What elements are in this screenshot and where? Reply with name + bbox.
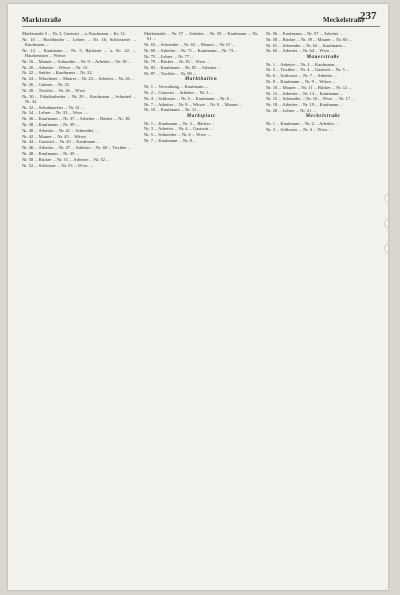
address-entry: Nr. 87 ... Tischler ... Nr. 89 ... bbox=[144, 70, 197, 76]
address-entry: Marktstraße 5 ... Nr. 3, Gastwirt ... u. Kaufmann ... Kr. 12. bbox=[22, 31, 126, 36]
address-entry: Nr. 52 ... Schlosser ... Nr. 53 ... Wwe. ... bbox=[22, 162, 93, 168]
address-entry: Nr. 10 ... Maurer ... Nr. 11 ... Bäcker ... Nr. 12 ... bbox=[266, 84, 352, 90]
right-running-head: Meckelstraße bbox=[323, 16, 365, 24]
address-entry: Nr. 14 ... Kaufmann ... Nr. 5, Bäckerei ... u. Kr. 22, ... Hausbesitzer ... Witwe. bbox=[22, 47, 136, 58]
address-entry: Nr. 15 ... Schneider ... Nr. 16 ... Wwe. ... Nr. 17 ... bbox=[266, 96, 355, 102]
street-section-heading: Markthallen bbox=[184, 77, 218, 83]
address-entry: Nr. 5 ... Schneider ... Nr. 6 ... Wwe. ... bbox=[144, 132, 212, 138]
address-entry: Nr. 61 ... Schneider ... Nr. 62 ... Kaufmann ... bbox=[266, 42, 347, 48]
address-entry: Nr. 10 ... Buchbinder ... Lehrer ... Nr. 16, Schlosserei ... Kaufmann ... bbox=[22, 36, 136, 47]
address-entry: Nr. 3 ... Tischler ... Nr. 4 ... Gastwirt ... Nr. 5 ... bbox=[266, 67, 350, 73]
address-entry: Nr. 20 ... Arbeiter ... Witwe ... Nr. 15. bbox=[22, 64, 89, 70]
binder-hole bbox=[384, 244, 388, 253]
address-entry: Nr. 63 ... Arbeiter ... Nr. 64 ... Wwe. ... bbox=[266, 48, 335, 54]
address-entry: Nr. 10 ... Kaufmann ... Nr. 11 ... bbox=[144, 107, 201, 113]
address-entry: Nr. 1 ... Arbeiter ... Nr. 2 ... Kaufmann ... bbox=[266, 61, 339, 67]
address-entry: Nr. 7 ... Kaufmann ... Nr. 8 ... bbox=[144, 137, 197, 143]
address-entry: Nr. 4 ... Schlosser ... Nr. 5 ... Kaufmann ... Nr. 6 ... bbox=[144, 95, 234, 101]
address-entry: Nr. 56 ... Kaufmann ... Nr. 57 ... Arbeiter ... bbox=[266, 31, 343, 36]
street-section-heading: Meckelstraße bbox=[305, 114, 341, 120]
address-entry: Nr. 20 ... Lehrer ... Nr. 21 ... bbox=[266, 107, 316, 113]
address-entry: Nr. 3 ... Arbeiter ... Nr. 4 ... Gastwirt ... bbox=[144, 126, 213, 132]
column-1 bbox=[22, 31, 136, 584]
street-section-heading: Mauerstraße bbox=[306, 54, 340, 60]
address-entry: Nr. 16 ... Maurer ... Schneider ... Nr. 9 ... Arbeiter ... Nr. 18 ... bbox=[22, 58, 131, 64]
directory-page bbox=[8, 4, 388, 590]
column-2 bbox=[144, 31, 258, 584]
address-entry: Nr. 22 ... Sattler ... Kaufmann ... Nr. 22. bbox=[22, 70, 93, 76]
address-entry: Nr. 36 ... Kaufmann ... Nr. 37 ... Arbeiter ... Bäcker ... Nr. 38. bbox=[22, 116, 131, 122]
header-rule bbox=[22, 26, 380, 27]
address-entry: Nr. 32 ... Schuhmacher ... Nr. 31 ... bbox=[22, 104, 85, 110]
binder-hole bbox=[384, 194, 388, 203]
address-entry: Nr. 75 ... Lehrer ... Nr. 77 ... bbox=[144, 53, 194, 59]
address-entry: Nr. 38 ... Kaufmann ... Nr. 39 ... bbox=[22, 121, 79, 127]
address-entry: Nr. 26 ... Gärtner ... Nr. 25. bbox=[22, 81, 71, 87]
address-entry: Nr. 3 ... Schlosser ... Nr. 4 ... Wwe. ... bbox=[266, 126, 333, 132]
address-entry: Nr. 83 ... Kaufmann ... Nr. 85 ... Arbeiter ... bbox=[144, 65, 221, 71]
address-entry: Nr. 7 ... Arbeiter ... Nr. 8 ... Witwe ... Nr. 9 ... Maurer ... bbox=[144, 101, 243, 107]
address-entry: Nr. 8 ... Kaufmann ... Nr. 9 ... Witwe ... bbox=[266, 78, 336, 84]
address-entry: Nr. 69 ... Arbeiter ... Nr. 71 ... Kaufmann ... Nr. 73 ... bbox=[144, 47, 238, 53]
address-entry: Nr. 44 ... Gastwirt ... Nr. 45 ... Kaufmann ... bbox=[22, 139, 100, 145]
address-entry: Nr. 42 ... Maurer ... Nr. 43 ... Witwe. bbox=[22, 133, 87, 139]
binder-hole bbox=[384, 219, 388, 228]
column-3 bbox=[266, 31, 380, 584]
address-entry: Nr. 13 ... Arbeiter ... Nr. 14 ... Kaufmann ... bbox=[266, 90, 343, 96]
address-entry: Nr. 58 ... Bäcker ... Nr. 59 ... Maurer ... Nr. 60 ... bbox=[266, 36, 352, 42]
address-entry: Nr. 18 ... Arbeiter ... Nr. 19 ... Kaufmann ... bbox=[266, 102, 343, 108]
street-section-heading: Marktplatz bbox=[186, 113, 216, 119]
page-number: 237 bbox=[360, 10, 377, 22]
address-entry: Nr. 79 ... Bäcker ... Nr. 81 ... Wwe. ... bbox=[144, 59, 211, 65]
address-entry: Nr. 2 ... Gastwirt ... Arbeiter ... Nr. 3 ... bbox=[144, 89, 213, 95]
address-entry: Nr. 1 ... Kaufmann ... Nr. 2 ... Bäcker ... bbox=[144, 120, 215, 126]
address-entry: Nr. 63 ... Schneider ... Nr. 65 ... Maurer ... Nr. 67 ... bbox=[144, 42, 236, 47]
left-running-head: Marktstraße bbox=[22, 16, 62, 24]
address-entry: Nr. 48 ... Kaufmann ... Nr. 49 ... bbox=[22, 150, 79, 156]
address-entry: Nr. 24 ... Wäscherei ... Maurer ... Nr. 23 ... Arbeiter ... Nr. 26 ... bbox=[22, 76, 135, 82]
address-entry: Nr. 1 ... Kaufmann ... Nr. 2 ... Arbeiter ... bbox=[266, 121, 339, 127]
address-entry: Nr. 30 ... Fabrikarbeiter ... Nr. 29 ... Kaufmann ... Schmied ... Nr. 32. bbox=[22, 93, 136, 104]
address-entry: Nr. 1 ... Verwaltung ... Kaufmann ... bbox=[144, 84, 208, 90]
address-entry: Nr. 50 ... Bäcker ... Nr. 51 ... Arbeiter ... Nr. 52 ... bbox=[22, 156, 110, 162]
address-entry: Nr. 40 ... Arbeiter ... Nr. 41 ... Schneider ... bbox=[22, 127, 98, 133]
address-entry: Nr. 34 ... Lehrer ... Nr. 33 ... Wwe. ... bbox=[22, 110, 88, 116]
address-entry: Nr. 28 ... Tischler ... Nr. 26 ... Wwe. bbox=[22, 87, 86, 93]
address-entry: Marktstraße ... Nr. 57 ... Arbeiter ... Nr. 59 ... Kaufmann ... Nr. 61 ... bbox=[144, 31, 258, 42]
address-entry: Nr. 6 ... Schlosser ... Nr. 7 ... Arbeiter ... bbox=[266, 73, 337, 79]
address-entry: Nr. 46 ... Arbeiter ... Nr. 47 ... Arbeiter ... Nr. 48 ... Tischler ... bbox=[22, 145, 132, 151]
